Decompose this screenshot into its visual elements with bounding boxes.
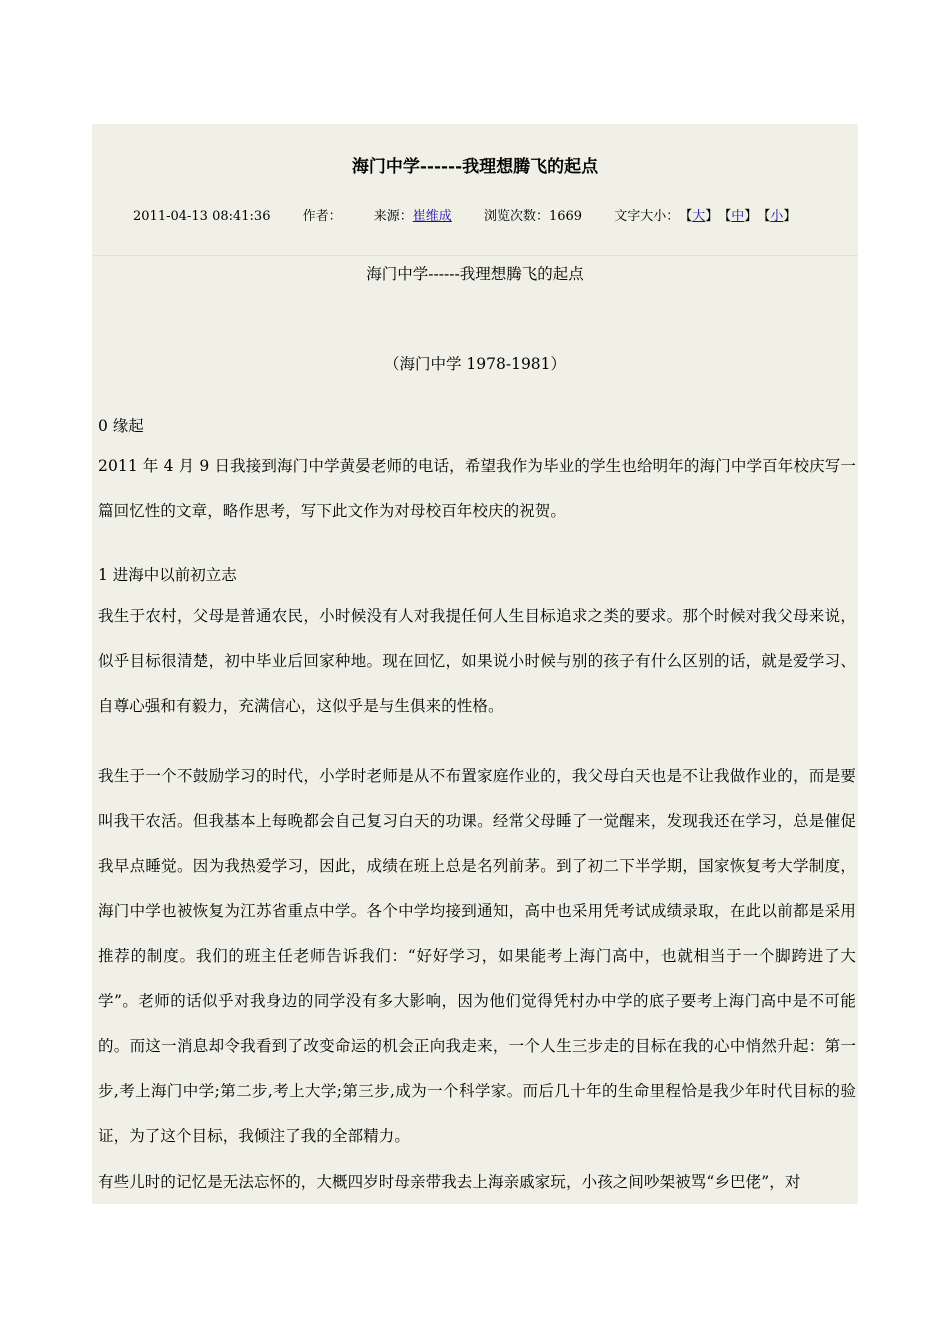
section-heading-0: 0 缘起 (98, 417, 144, 435)
font-size-large-link[interactable]: 大 (692, 209, 706, 224)
article-header (92, 124, 858, 256)
article-title: 海门中学------我理想腾飞的起点 (351, 157, 599, 177)
paragraph-1: 我生于农村，父母是普通农民，小时候没有人对我提任何人生目标追求之类的要求。那个时候对我父母来说，似乎目标很清楚，初中毕业后回家种地。现在回忆，如果说小时候与别的孩子有什么区别的话，就是爱学习、自尊心强和有毅力，充满信心，这似乎是与生俱来的性格。 (98, 607, 856, 715)
font-size-label: 文字大小： (614, 209, 680, 224)
article-subtitle: 海门中学------我理想腾飞的起点 (366, 265, 584, 283)
font-size-control: 文字大小：【大】【中】【小】 (614, 205, 796, 224)
article-period: （海门中学 1978-1981） (383, 355, 567, 373)
source-link[interactable]: 崔维成 (412, 209, 452, 224)
article-meta (133, 205, 796, 224)
font-size-small-link[interactable]: 小 (770, 209, 784, 224)
font-size-medium-link[interactable]: 中 (731, 209, 745, 224)
publish-datetime: 2011-04-13 08:41:36 (133, 209, 271, 224)
views-count: 1669 (548, 209, 583, 224)
views-label: 浏览次数： (483, 209, 549, 224)
source-label: 来源： (373, 209, 413, 224)
paragraph-0: 2011 年 4 月 9 日我接到海门中学黄晏老师的电话，希望我作为毕业的学生也给明年的海门中学百年校庆写一篇回忆性的文章，略作思考，写下此文作为对母校百年校庆的祝贺。 (98, 457, 856, 520)
paragraph-2: 我生于一个不鼓励学习的时代，小学时老师是从不布置家庭作业的，我父母白天也是不让我做作业的，而是要叫我干农活。但我基本上每晚都会自己复习白天的功课。经常父母睡了一觉醒来，发现我还在学习，总是催促我早点睡觉。因为我热爱学习，因此，成绩在班上总是名列前茅。到了初二下半学期，国家恢复考大学制度，海门中学也被恢复为江苏省重点中学。各个中学均接到通知，高中也采用凭考试成绩录取，在此以前都是采用推荐的制度。我们的班主任老师告诉我们：“好好学习，如果能考上海门高中，也就相当于一个脚跨进了大学”。老师的话似乎对我身边的同学没有多大影响，因为他们觉得凭村办中学的底子要考上海门高中是不可能的。而这一消息却令我看到了改变命运的机会正向我走来，一个人生三步走的目标在我的心中悄然升起：第一步,考上海门中学;第二步,考上大学;第三步,成为一个科学家。而后几十年的生命里程恰是我少年时代目标的验证，为了这个目标，我倾注了我的全部精力。 (98, 767, 856, 1145)
article-panel (92, 124, 858, 1204)
author-label: 作者： (302, 209, 342, 224)
paragraph-3: 有些儿时的记忆是无法忘怀的，大概四岁时母亲带我去上海亲戚家玩，小孩之间吵架被骂“乡巴佬”，对 (98, 1173, 801, 1191)
section-heading-1: 1 进海中以前初立志 (98, 566, 237, 584)
